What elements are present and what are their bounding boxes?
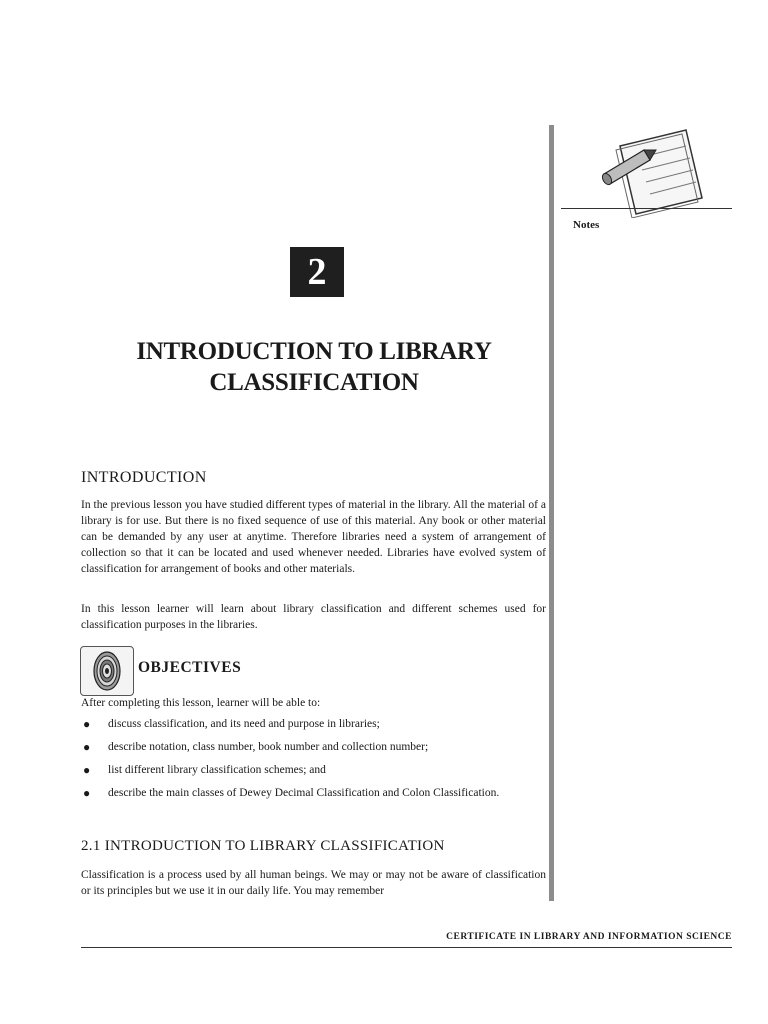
target-icon — [81, 647, 133, 695]
list-item-text: describe notation, class number, book number and collection number; — [108, 741, 429, 753]
objectives-lead: After completing this lesson, learner will be able to: — [81, 697, 321, 709]
notepad-pencil-icon — [598, 128, 710, 218]
objectives-list — [81, 716, 546, 808]
section-paragraph: Classification is a process used by all human beings. We may or may not be aware of classification or its principles but we use it in our daily life. You may remember — [81, 869, 546, 897]
list-item — [81, 739, 546, 755]
objectives-heading: OBJECTIVES — [138, 659, 242, 676]
list-item-text: describe the main classes of Dewey Decimal Classification and Colon Classification. — [108, 787, 500, 799]
margin-rule — [549, 125, 554, 901]
bullet: ● — [83, 740, 91, 754]
chapter-number: 2 — [290, 247, 344, 297]
introduction-paragraph-1: In the previous lesson you have studied different types of material in the library. All the material of a library is for use. But there is no fixed sequence of use of this material. Any book or other material can be demanded by any user at anytime. Therefore libraries need a system of arrangement of collection so that it can be located and used whenever needed. Libraries have evolved system of classification for arrangement of books and other materials. — [81, 499, 546, 575]
list-item — [81, 785, 546, 801]
list-item — [81, 716, 546, 732]
introduction-paragraph-2: In this lesson learner will learn about library classification and different schemes used for classification purposes in the libraries. — [81, 603, 546, 631]
notes-divider — [561, 208, 732, 209]
section-heading: 2.1 INTRODUCTION TO LIBRARY CLASSIFICATION — [81, 838, 445, 854]
bullet: ● — [83, 763, 91, 777]
footer-rule — [81, 947, 732, 948]
notes-label: Notes — [573, 219, 600, 231]
introduction-heading: INTRODUCTION — [81, 469, 207, 486]
objectives-target-frame — [80, 646, 134, 696]
bullet: ● — [83, 786, 91, 800]
chapter-title-line-2: CLASSIFICATION — [209, 369, 419, 396]
list-item-text: list different library classification schemes; and — [108, 764, 326, 776]
list-item — [81, 762, 546, 778]
chapter-title — [80, 336, 548, 398]
footer-text: CERTIFICATE IN LIBRARY AND INFORMATION SCIENCE — [446, 932, 732, 942]
bullet: ● — [83, 717, 91, 731]
list-item-text: discuss classification, and its need and purpose in libraries; — [108, 718, 380, 730]
chapter-title-line-1: INTRODUCTION TO LIBRARY — [136, 338, 492, 365]
